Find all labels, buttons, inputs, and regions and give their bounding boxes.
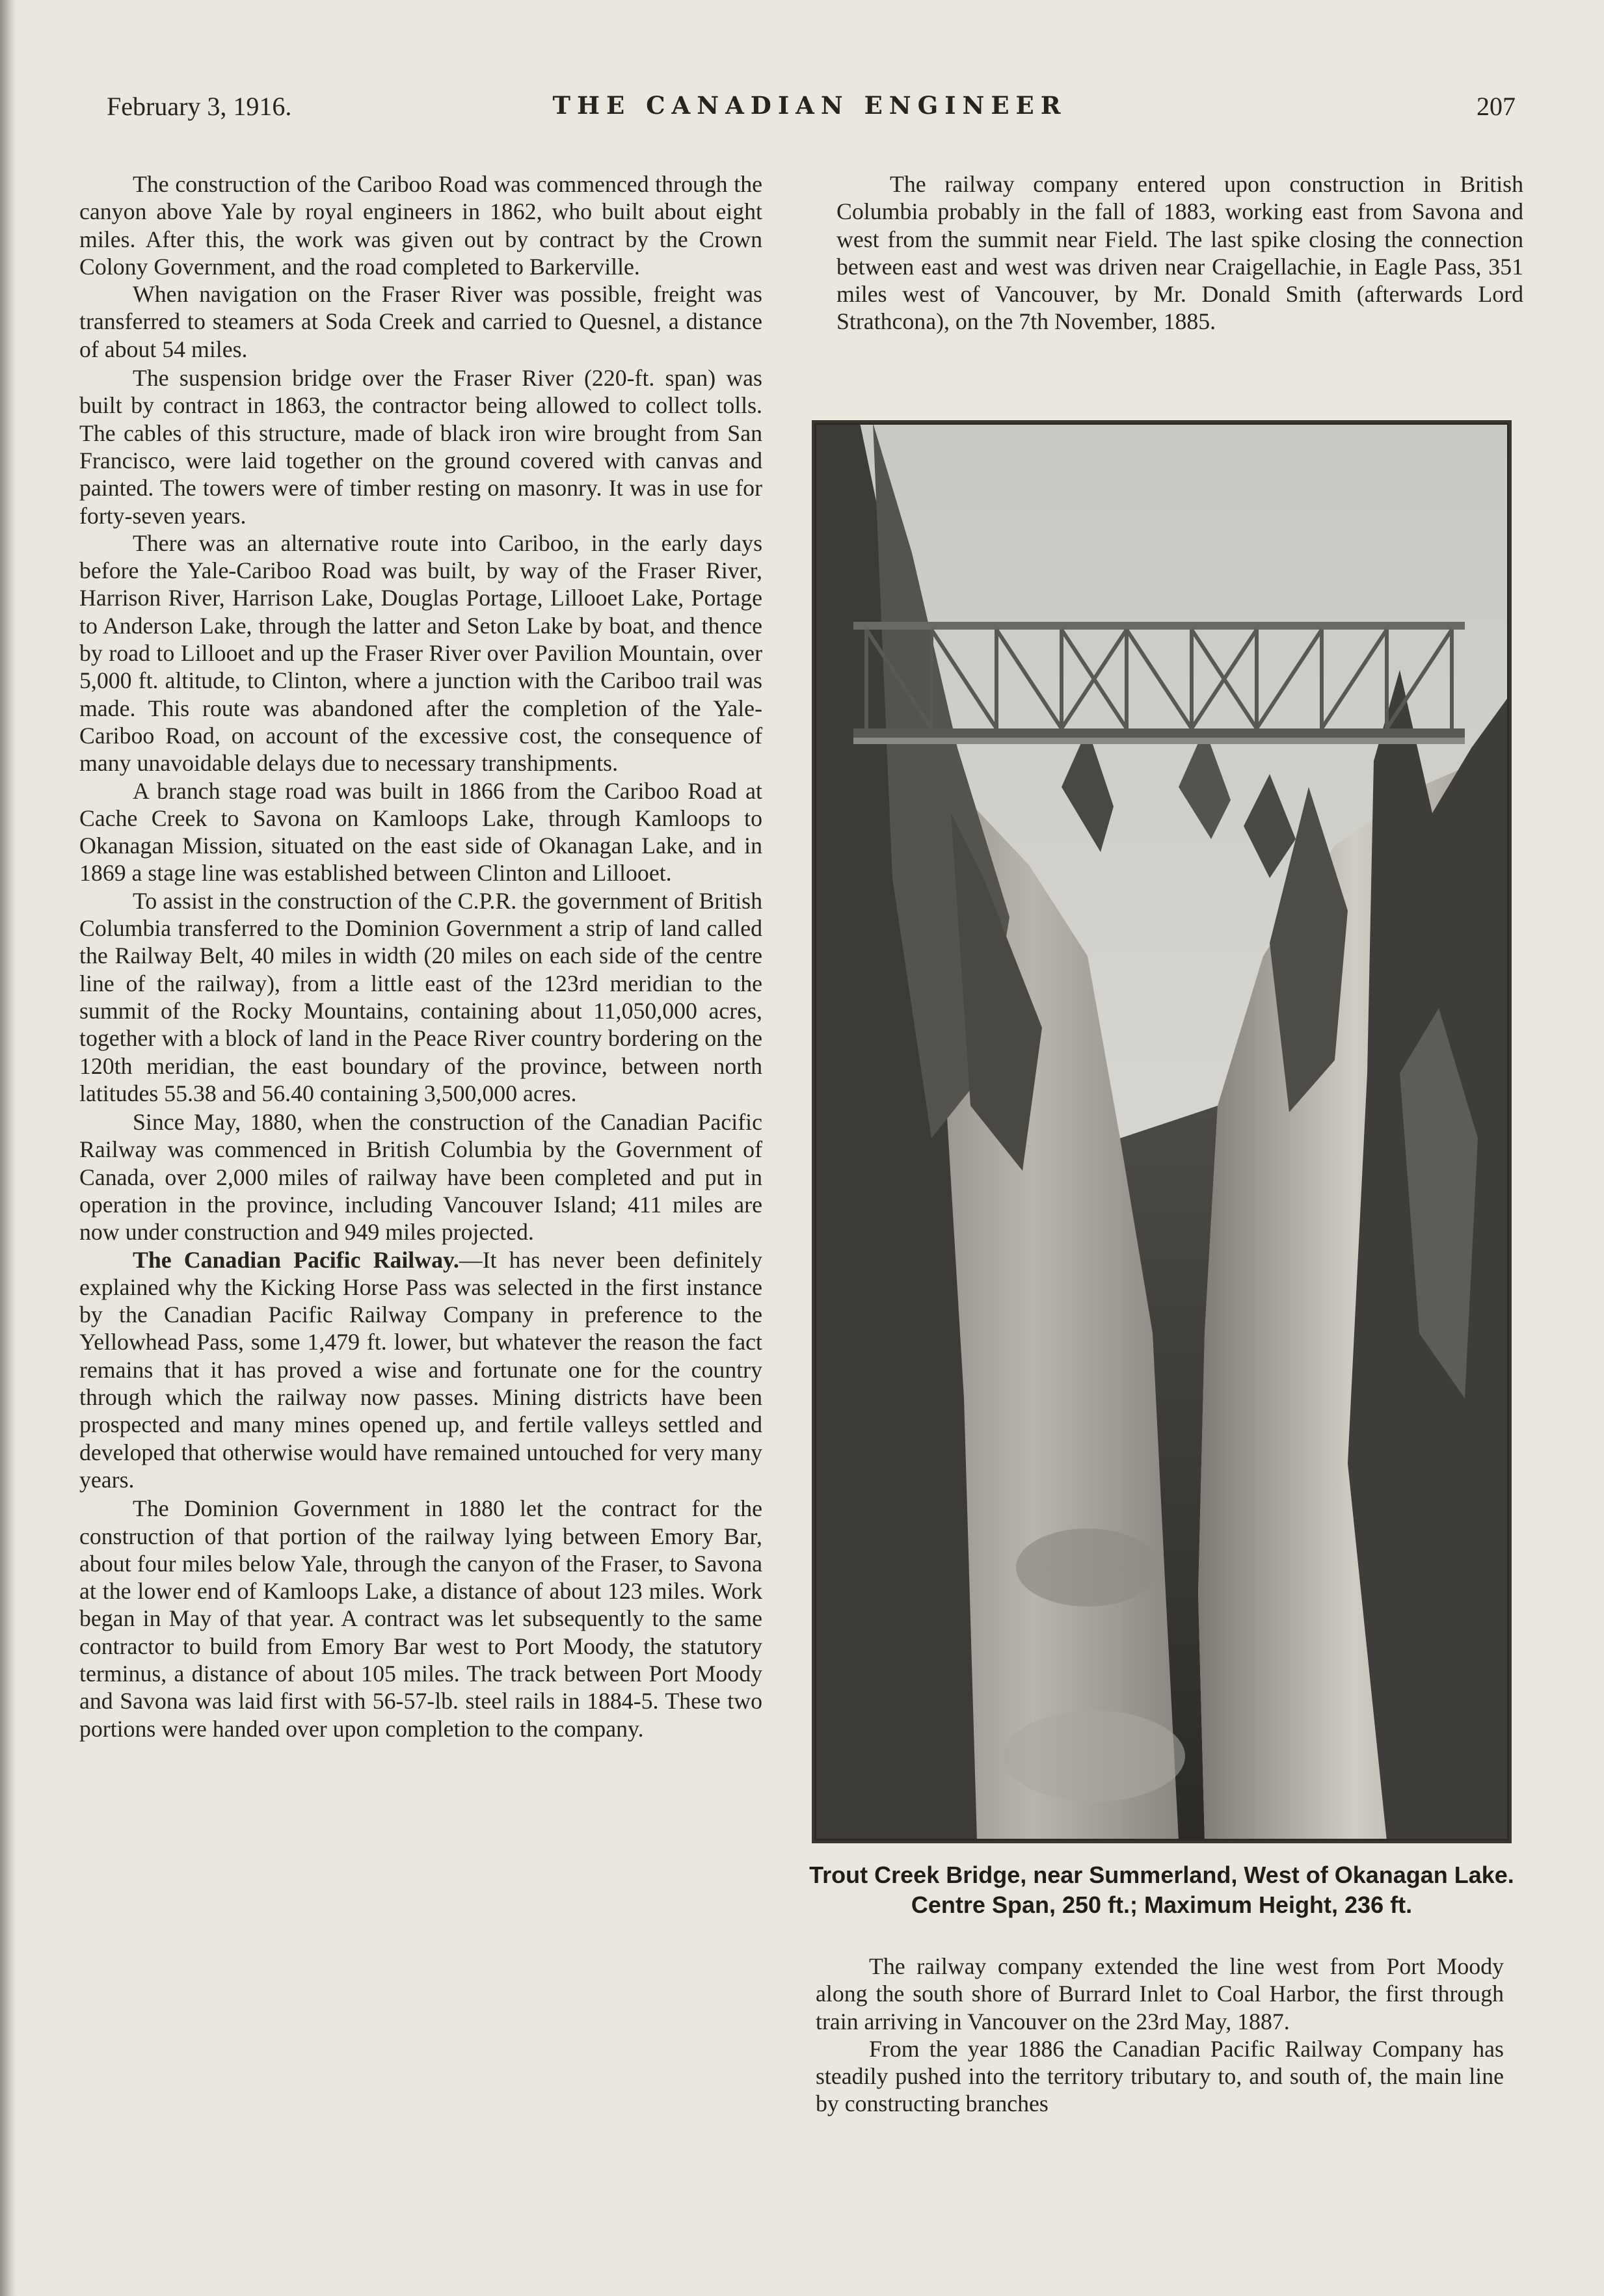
paragraph-with-heading	[79, 1246, 762, 1494]
paragraph: The suspension bridge over the Fraser River (220-ft. span) was built by contract in 1863, the contractor being allowed to collect tolls. The cables of this structure, made of black iron wire brought from San Francisco, were laid together on the ground covered with canvas and painted. The towers were of timber resting on masonry. It was in use for forty-seven years.	[79, 365, 762, 529]
paragraph: The railway company entered upon construction in British Columbia probably in the fall of 1883, working east from Savona and west from the summit near Field. The last spike closing the connection between east and west was driven near Craigellachie, in Eagle Pass, 351 miles west of Vancouver, by Mr. Donald Smith (afterwards Lord Strathcona), on the 7th November, 1885.	[836, 171, 1523, 335]
paragraph: There was an alternative route into Cariboo, in the early days before the Yale-Cariboo Road was built, by way of the Fraser River, Harrison River, Harrison Lake, Douglas Portage, Lillooet Lake, Portage to Anderson Lake, through the latter and Seton Lake by boat, and thence by road to Lillooet and up the Fraser River over Pavilion Mountain, over 5,000 ft. altitude, to Clinton, where a junction with the Cariboo trail was made. This route was abandoned after the completion of the Yale-Cariboo Road, on account of the excessive cost, the consequence of many unavoidable delays due to necessary transhipments.	[79, 529, 762, 777]
paragraph: Since May, 1880, when the construction of the Canadian Pacific Railway was commenced in British Columbia by the Government of Canada, over 2,000 miles of railway have been completed and put in operation in the province, including Vancouver Island; 411 miles are now under construction and 949 miles projected.	[79, 1109, 762, 1246]
page-number: 207	[1477, 92, 1516, 121]
paragraph: The railway company extended the line west from Port Moody along the south shore of Burrard Inlet to Coal Harbor, the first through train arriving in Vancouver on the 23rd May, 1887.	[816, 1953, 1504, 2035]
paragraph: From the year 1886 the Canadian Pacific Railway Company has steadily pushed into the territory tributary to, and south of, the main line by constructing branches	[816, 2035, 1504, 2117]
bridge-photograph	[812, 420, 1512, 1843]
issue-date: February 3, 1916.	[107, 92, 292, 121]
paragraph: The Dominion Government in 1880 let the contract for the construction of that portion of the railway lying between Emory Bar, about four miles below Yale, through the canyon of the Fraser, to Savona at the lower end of Kamloops Lake, a distance of about 123 miles. Work began in May of that year. A contract was let subsequently to the same contractor to build from Emory Bar west to Port Moody, the statutory terminus, a distance of about 105 miles. The track between Port Moody and Savona was laid first with 56-57-lb. steel rails in 1884-5. These two portions were handed over upon completion to the company.	[79, 1495, 762, 1742]
journal-title: THE CANADIAN ENGINEER	[552, 91, 1067, 120]
running-head	[104, 91, 1516, 124]
left-column	[79, 170, 762, 1742]
right-column-top	[836, 170, 1523, 336]
paragraph: A branch stage road was built in 1866 from the Cariboo Road at Cache Creek to Savona on Kamloops Lake, through Kamloops to Okanagan Mission, situated on the east side of Okanagan Lake, and in 1869 a stage line was established between Clinton and Lillooet.	[79, 777, 762, 887]
paragraph: To assist in the construction of the C.P.R. the government of British Columbia transferred to the Dominion Government a strip of land called the Railway Belt, 40 miles in width (20 miles on each side of the centre line of the railway), from a little east of the 123rd meridian to the summit of the Rocky Mountains, containing about 11,050,000 acres, together with a block of land in the Peace River country bordering on the 120th meridian, the east boundary of the province, between north latitudes 55.38 and 56.40 containing 3,500,000 acres.	[79, 887, 762, 1106]
page-binding-shadow	[0, 0, 17, 2296]
paragraph: The construction of the Cariboo Road was commenced through the canyon above Yale by royal engineers in 1862, who built about eight miles. After this, the work was given out by contract by the Crown Colony Government, and the road completed to Barkerville.	[79, 171, 762, 280]
trout-creek-bridge-photo	[814, 423, 1509, 1841]
paragraph-text: —It has never been definitely explained why the Kicking Horse Pass was selected in the first instance by the Canadian Pacific Railway Company in preference to the Yellowhead Pass, some 1,479 ft. lower, but whatever the reason the fact remains that it has proved a wise and fortunate one for the country through which the railway now passes. Mining districts have been prospected and many mines opened up, and fertile valleys settled and developed that otherwise would have remained untouched for very many years.	[79, 1246, 763, 1493]
paragraph: When navigation on the Fraser River was possible, freight was transferred to steamers at Soda Creek and carried to Quesnel, a distance of about 54 miles.	[79, 281, 762, 362]
right-column-bottom	[816, 1953, 1504, 2118]
section-heading: The Canadian Pacific Railway.	[133, 1246, 459, 1273]
figure-caption: Trout Creek Bridge, near Summerland, West of Okanagan Lake. Centre Span, 250 ft.; Maximum Height, 236 ft.	[809, 1862, 1514, 1918]
